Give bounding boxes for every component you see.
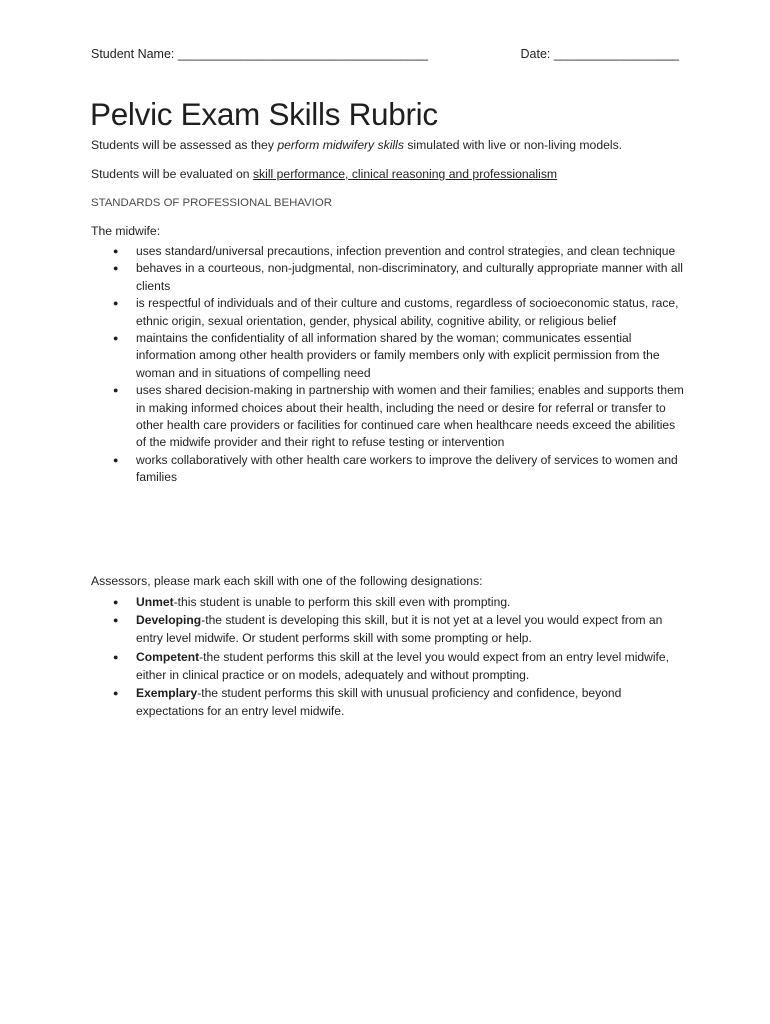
list-item <box>91 382 686 452</box>
designation-text: -the student performs this skill with unusual proficiency and confidence, beyond expectations for an entry level midwife. <box>136 686 622 719</box>
bullet-icon: ● <box>113 385 119 396</box>
list-item-text: works collaboratively with other health care workers to improve the delivery of services to women and families <box>136 452 678 485</box>
intro-1-post: simulated with live or non-living models. <box>403 138 623 152</box>
bullet-icon: ● <box>113 263 119 274</box>
intro-paragraph-1 <box>91 138 622 152</box>
date-field[interactable]: Date: __________________ <box>520 47 679 61</box>
designation-term: Competent <box>136 649 200 664</box>
intro-1-pre: Students will be assessed as they <box>91 138 278 152</box>
bullet-icon: ● <box>113 688 119 699</box>
designation-item <box>91 593 686 611</box>
bullet-icon: ● <box>113 454 119 465</box>
student-name-field[interactable]: Student Name: ____________________________________ <box>91 47 429 61</box>
header-row <box>91 47 679 65</box>
bullet-icon: ● <box>113 615 119 626</box>
list-item <box>91 330 686 382</box>
list-item <box>91 260 686 295</box>
bullet-icon: ● <box>113 597 119 607</box>
intro-1-italic: perform midwifery skills <box>277 138 404 152</box>
standards-lead: The midwife: <box>91 224 161 238</box>
bullet-icon: ● <box>113 651 119 662</box>
designation-item <box>91 684 686 720</box>
designation-item <box>91 611 686 647</box>
designations-list <box>91 593 686 720</box>
designation-text: -the student performs this skill at the level you would expect from an entry level midwife, either in clinical practice or on models, adequately and without prompting. <box>136 649 670 682</box>
bullet-icon: ● <box>113 333 119 344</box>
intro-paragraph-2 <box>91 167 557 181</box>
list-item-text: maintains the confidentiality of all information shared by the woman; communicates essential information among other health providers or family members only with explicit permission from the woman and in situations of compelling need <box>136 331 660 380</box>
designation-term: Exemplary <box>136 686 198 701</box>
list-item <box>91 452 686 487</box>
list-item-text: uses shared decision-making in partnership with women and their families; enables and supports them in making informed choices about their health, including the need or desire for referral or transfer to other health care providers or facilities for continued care when healthcare needs exceed the abilities of the midwife provider and their right to refuse testing or intervention <box>136 383 684 450</box>
designation-text: -this student is unable to perform this skill even with prompting. <box>173 595 511 609</box>
list-item <box>91 243 686 260</box>
bullet-icon: ● <box>113 246 119 256</box>
intro-2-underline: skill performance, clinical reasoning and professionalism <box>252 167 558 181</box>
designation-term: Unmet <box>136 595 174 609</box>
intro-2-pre: Students will be evaluated on <box>91 167 253 181</box>
designation-item <box>91 648 686 684</box>
section-heading: STANDARDS OF PROFESSIONAL BEHAVIOR <box>91 197 332 209</box>
list-item-text: is respectful of individuals and of their culture and customs, regardless of socioeconomic status, race, ethnic origin, sexual orientation, gender, physical ability, cognitive ability, or religious belief <box>136 296 679 328</box>
list-item <box>91 295 686 330</box>
standards-list <box>91 243 686 487</box>
designation-term: Developing <box>136 613 202 628</box>
page-title: Pelvic Exam Skills Rubric <box>90 96 438 132</box>
bullet-icon: ● <box>113 298 119 309</box>
list-item-text: behaves in a courteous, non-judgmental, non-discriminatory, and culturally appropriate manner with all clients <box>136 261 683 293</box>
designation-text: -the student is developing this skill, but it is not yet at a level you would expect from an entry level midwife. Or student performs skill with some prompting or help. <box>136 613 663 646</box>
list-item-text: uses standard/universal precautions, infection prevention and control strategies, and clean technique <box>136 244 676 258</box>
designations-lead: Assessors, please mark each skill with one of the following designations: <box>91 574 483 588</box>
